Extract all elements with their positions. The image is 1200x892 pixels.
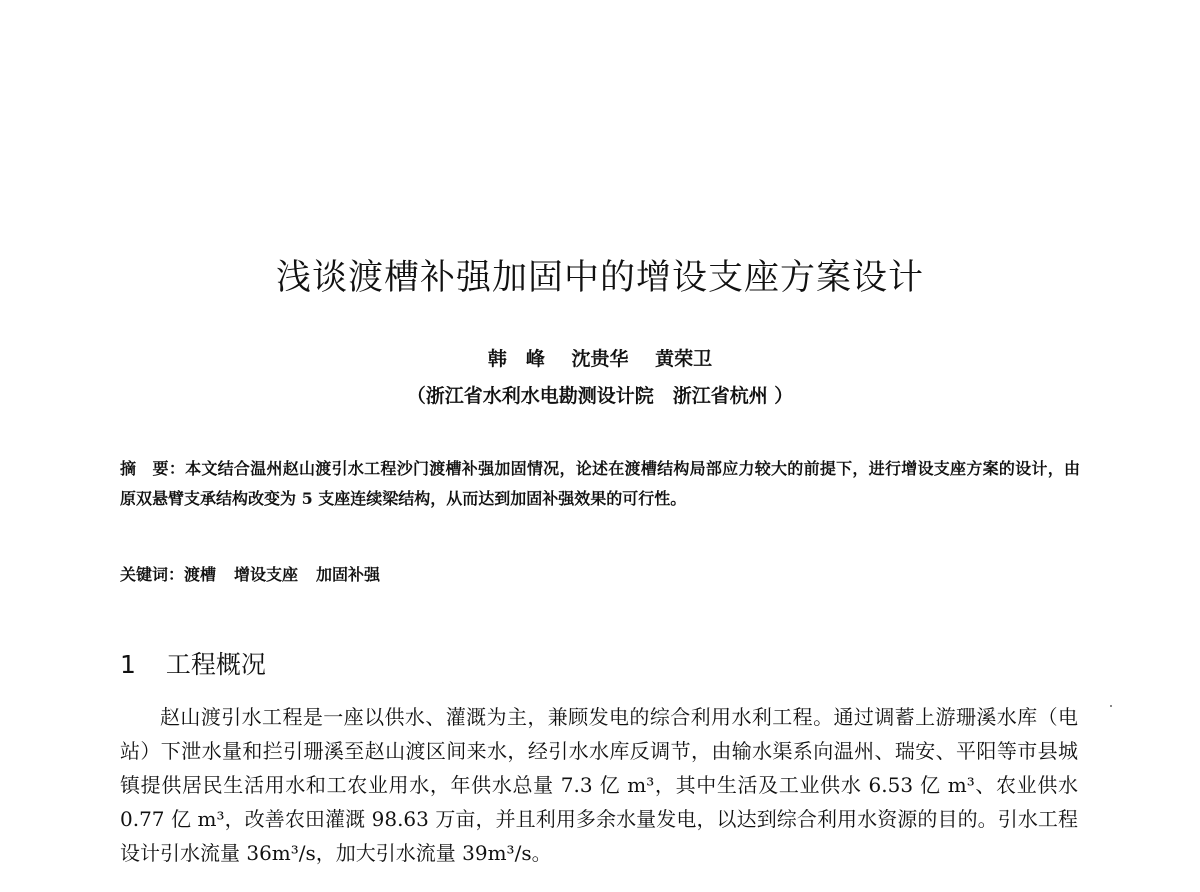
author-list <box>0 344 1200 371</box>
abstract-text: 本文结合温州赵山渡引水工程沙门渡槽补强加固情况，论述在渡槽结构局部应力较大的前提下，进行增设支座方案的设计，由原双悬臂支承结构改变为 5 支座连续梁结构，从而达到加固补强效果的可行性。 <box>120 459 1080 508</box>
body-paragraph: 赵山渡引水工程是一座以供水、灌溉为主，兼顾发电的综合利用水利工程。通过调蓄上游珊溪水库（电站）下泄水量和拦引珊溪至赵山渡区间来水，经引水水库反调节，由输水渠系向温州、瑞安、平阳等市县城镇提供居民生活用水和工农业用水，年供水总量 7.3 亿 m³，其中生活及工业供水 6.53 亿 m³、农业供水 0.77 亿 m³，改善农田灌溉 98.63 万亩，并且利用多余水量发电，以达到综合利用水资源的目的。引水工程设计引水流量 36m³/s，加大引水流量 39m³/s。 <box>120 705 1078 865</box>
scan-speck <box>1110 705 1112 707</box>
paper-title: 浅谈渡槽补强加固中的增设支座方案设计 <box>275 258 924 298</box>
abstract-label: 摘 要： <box>120 459 186 478</box>
section-title: 工程概况 <box>165 650 266 679</box>
keyword: 加固补强 <box>316 565 381 584</box>
author-name: 黄荣卫 <box>655 348 713 370</box>
author-name: 沈贵华 <box>571 348 629 370</box>
keywords-label: 关键词： <box>120 565 185 584</box>
section-heading <box>120 645 266 681</box>
author-affiliation: （浙江省水利水电勘测设计院 浙江省杭州 ） <box>406 385 794 407</box>
keyword: 增设支座 <box>234 565 299 584</box>
abstract <box>120 454 1080 514</box>
section-number: 1 <box>120 650 136 679</box>
author-name: 韩 峰 <box>487 348 545 370</box>
keyword: 渡槽 <box>184 565 217 584</box>
keywords <box>120 562 1080 588</box>
